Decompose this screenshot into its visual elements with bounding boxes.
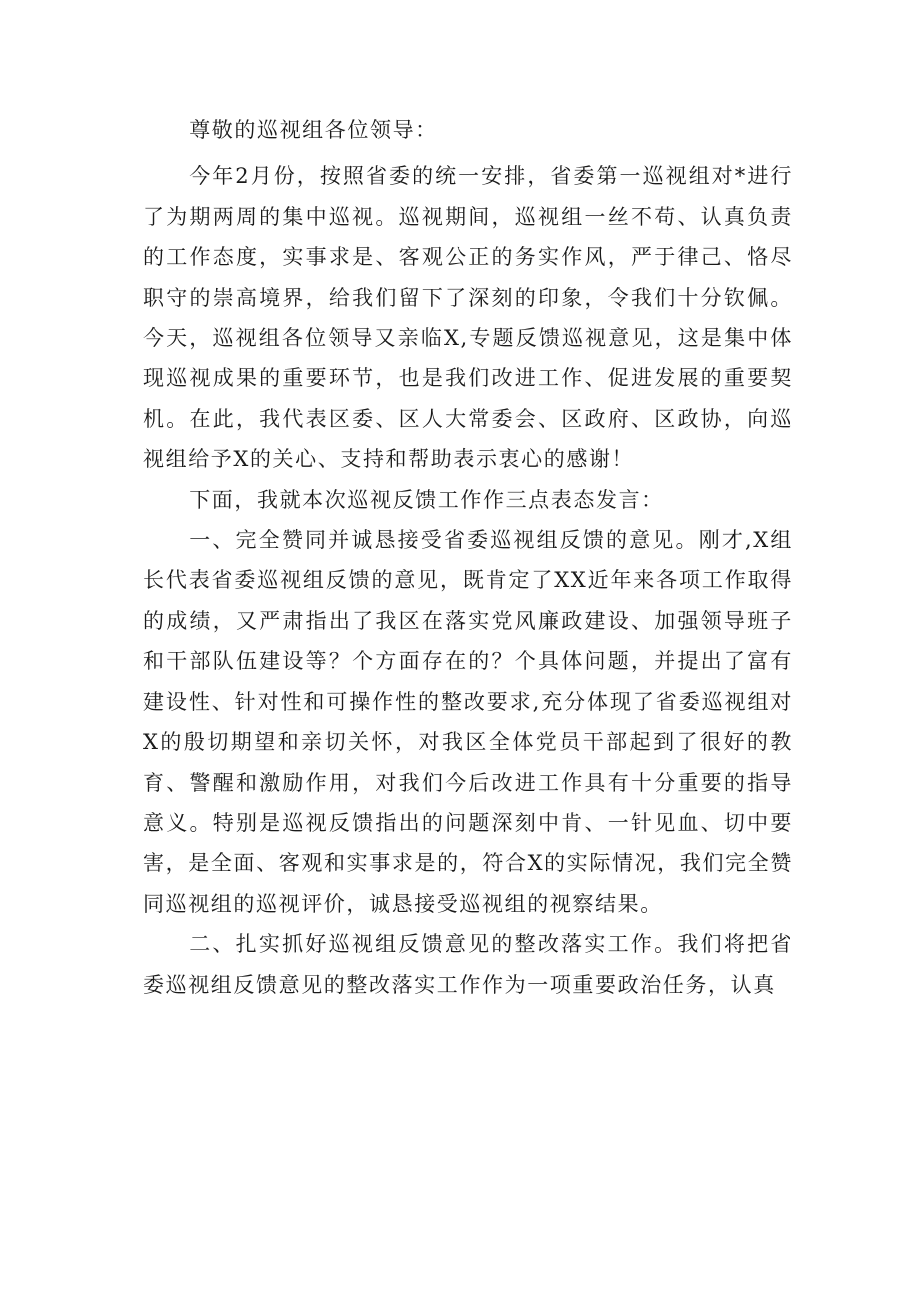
document-body bbox=[143, 110, 793, 1005]
paragraph-opening: 今年2月份，按照省委的统一安排，省委第一巡视组对*进行了为期两周的集中巡视。巡视期间，巡视组一丝不苟、认真负责的工作态度，实事求是、客观公正的务实作风，严于律己、恪尽职守的崇高境界，给我们留下了深刻的印象，令我们十分钦佩。今天，巡视组各位领导又亲临X,专题反馈巡视意见，这是集中体现巡视成果的重要环节，也是我们改进工作、促进发展的重要契机。在此，我代表区委、区人大常委会、区政府、区政协，向巡视组给予X的关心、支持和帮助表示衷心的感谢！ bbox=[143, 164, 793, 472]
salutation: 尊敬的巡视组各位领导： bbox=[189, 118, 438, 142]
paragraph-point-two: 二、扎实抓好巡视组反馈意见的整改落实工作。我们将把省委巡视组反馈意见的整改落实工作作为一项重要政治任务，认真 bbox=[143, 932, 793, 997]
paragraph-intro: 下面，我就本次巡视反馈工作作三点表态发言： bbox=[189, 487, 664, 512]
paragraph-point-one: 一、完全赞同并诚恳接受省委巡视组反馈的意见。刚才,X组长代表省委巡视组反馈的意见，既肯定了XX近年来各项工作取得的成绩，又严肃指出了我区在落实党风廉政建设、加强领导班子和干部队伍建设等？个方面存在的？个具体问题，并提出了富有建设性、针对性和可操作性的整改要求,充分体现了省委巡视组对X的殷切期望和亲切关怀，对我区全体党员干部起到了很好的教育、警醒和激励作用，对我们今后改进工作具有十分重要的指导意义。特别是巡视反馈指出的问题深刻中肯、一针见血、切中要害，是全面、客观和实事求是的，符合X的实际情况，我们完全赞同巡视组的巡视评价，诚恳接受巡视组的视察结果。 bbox=[143, 528, 793, 916]
